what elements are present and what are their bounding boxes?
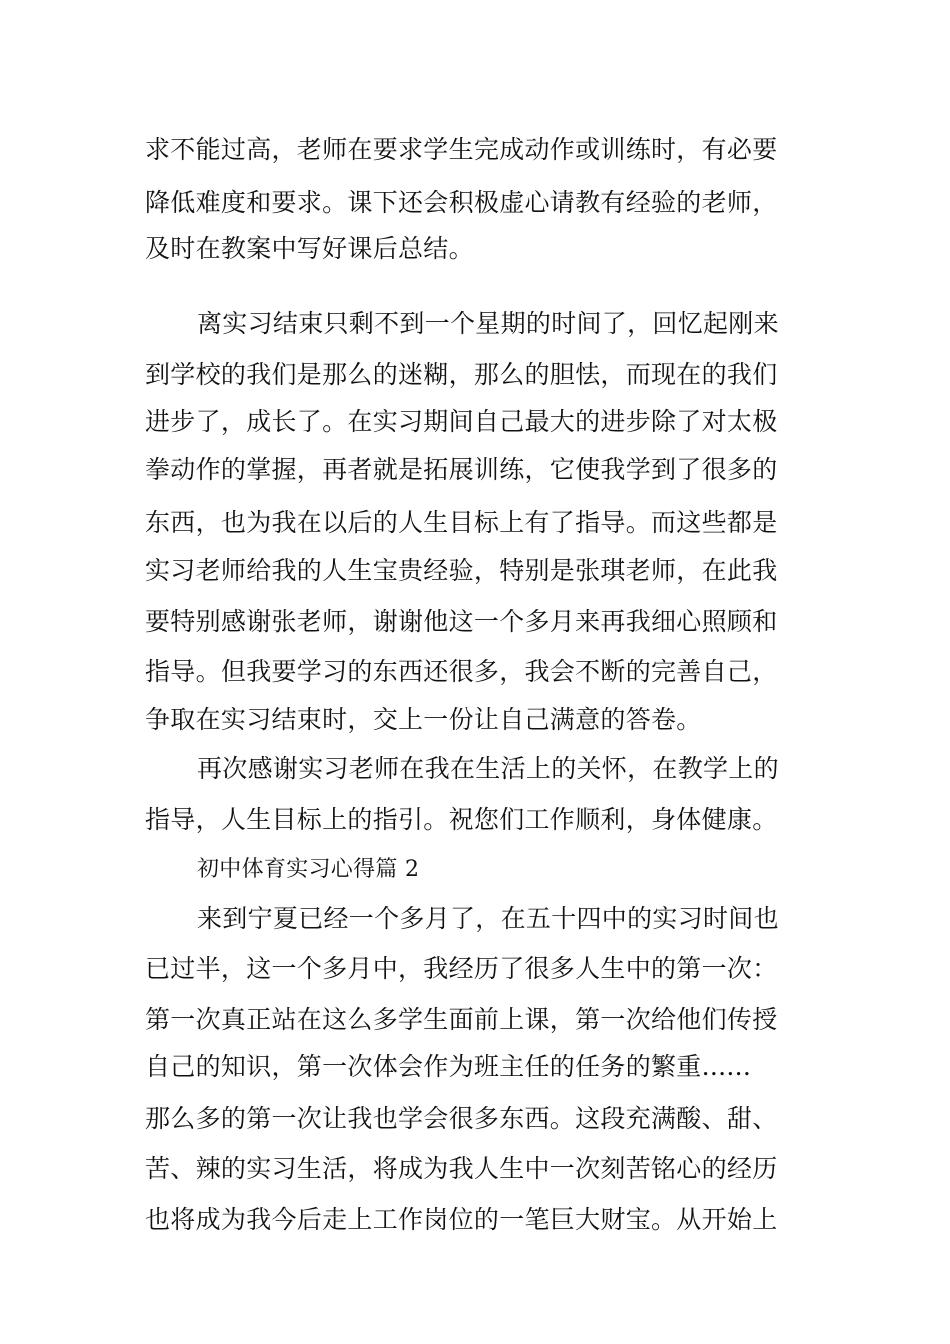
text-line: 指导，人生目标上的指引。祝您们工作顺利，身体健康。 [145, 805, 778, 834]
text-line: 进步了，成长了。在实习期间自己最大的进步除了对太极 [145, 407, 778, 436]
text-line: 求不能过高，老师在要求学生完成动作或训练时，有必要 [145, 135, 778, 164]
text-line: 要特别感谢张老师，谢谢他这一个多月来再我细心照顾和 [145, 607, 778, 636]
section-heading: 初中体育实习心得篇 2 [197, 857, 420, 882]
text-line: 降低难度和要求。课下还会积极虚心请教有经验的老师， [145, 188, 778, 217]
text-line: 指导。但我要学习的东西还很多，我会不断的完善自己， [145, 657, 778, 686]
text-line: 到学校的我们是那么的迷糊，那么的胆怯，而现在的我们 [145, 360, 778, 389]
paragraph-first-line: 来到宁夏已经一个多月了，在五十四中的实习时间也 [197, 904, 779, 933]
text-line: 第一次真正站在这么多学生面前上课，第一次给他们传授 [145, 1005, 778, 1034]
text-line: 自己的知识，第一次体会作为班主任的任务的繁重...... [145, 1052, 752, 1081]
text-line: 东西，也为我在以后的人生目标上有了指导。而这些都是 [145, 508, 778, 537]
paragraph-first-line: 离实习结束只剩不到一个星期的时间了，回忆起刚来 [197, 309, 779, 338]
text-line: 已过半，这一个多月中，我经历了很多人生中的第一次： [145, 954, 778, 983]
text-line: 及时在教案中写好课后总结。 [145, 234, 474, 263]
text-line: 争取在实习结束时，交上一份让自己满意的答卷。 [145, 705, 702, 734]
text-line: 苦、辣的实习生活，将成为我人生中一次刻苦铭心的经历 [145, 1154, 778, 1183]
text-line: 拳动作的掌握，再者就是拓展训练，它使我学到了很多的 [145, 455, 778, 484]
paragraph-first-line: 再次感谢实习老师在我在生活上的关怀，在教学上的 [197, 754, 779, 783]
text-line: 实习老师给我的人生宝贵经验，特别是张琪老师，在此我 [145, 556, 778, 585]
text-line: 那么多的第一次让我也学会很多东西。这段充满酸、甜、 [145, 1104, 778, 1133]
text-line: 也将成为我今后走上工作岗位的一笔巨大财宝。从开始上 [145, 1205, 778, 1234]
